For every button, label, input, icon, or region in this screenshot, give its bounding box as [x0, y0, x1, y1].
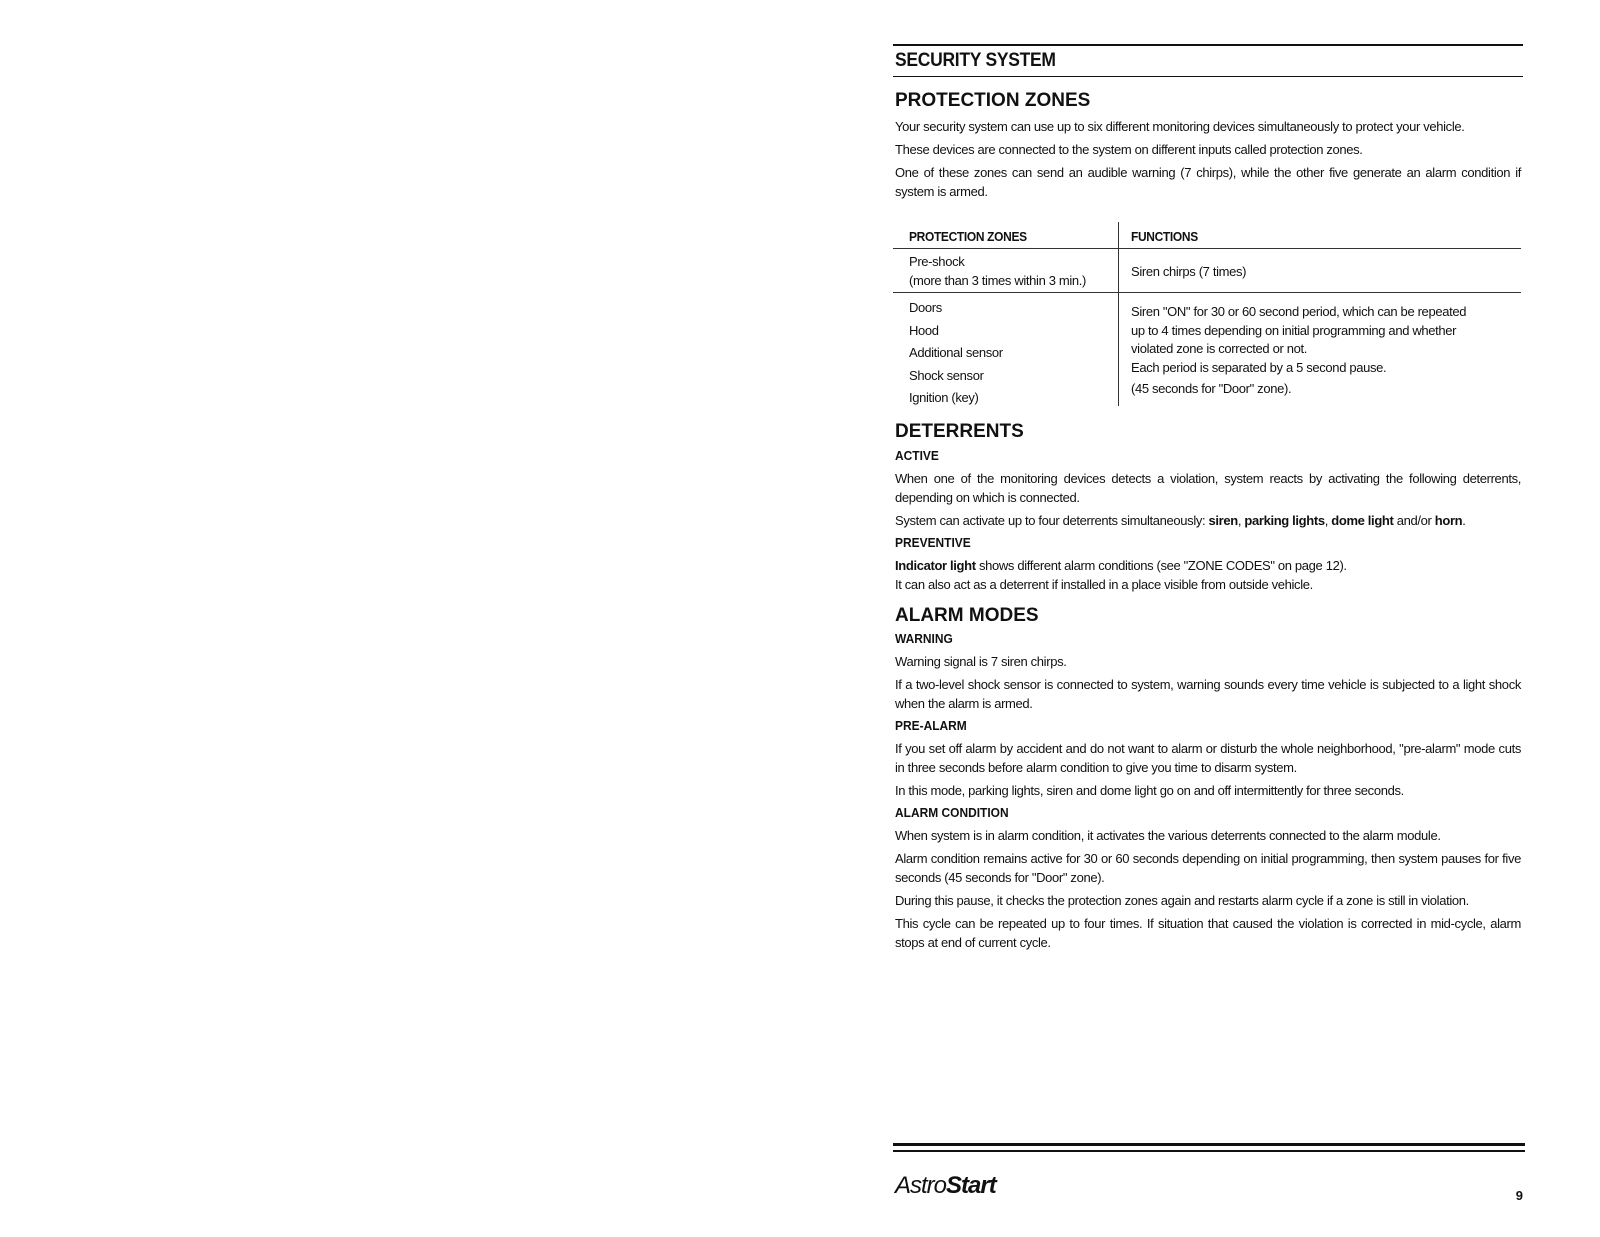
deterrents-heading: DETERRENTS: [895, 421, 1024, 442]
alarm-condition-paragraph: This cycle can be repeated up to four times. If situation that caused the violation is corrected in mid-cycle, alarm stops at end of current cycle.: [895, 916, 1521, 950]
deterrents-list-paragraph: [895, 511, 1521, 530]
deterrent-dome-light: dome light: [1331, 513, 1394, 528]
table-cell-function-text: [1131, 303, 1466, 399]
table-header-functions: FUNCTIONS: [1131, 229, 1198, 244]
footer-rule-top: [893, 1143, 1525, 1146]
text-span: shows different alarm conditions (see "ZONE CODES" on page 12).: [975, 558, 1347, 573]
preventive-paragraph: [895, 556, 1521, 575]
protection-zones-heading: PROTECTION ZONES: [895, 90, 1091, 111]
text-span: ,: [1237, 513, 1245, 528]
deterrent-siren: siren: [1208, 513, 1238, 528]
prealarm-paragraph: In this mode, parking lights, siren and dome light go on and off intermittently for three seconds.: [895, 783, 1404, 798]
table-header-zones: PROTECTION ZONES: [909, 229, 1027, 244]
zone-name: Ignition (key): [909, 390, 979, 405]
table-cell-zone-list: [909, 297, 1003, 410]
prealarm-paragraph: If you set off alarm by accident and do not want to alarm or disturb the whole neighborhood, "pre-alarm" mode cuts in three seconds before alarm condition to give you time to disarm system.: [895, 741, 1521, 775]
table-header-rule: [893, 248, 1521, 249]
text-span: .: [1462, 513, 1466, 528]
table-cell-zone: [909, 252, 1086, 290]
table-row-rule: [893, 292, 1521, 293]
header-rule-bottom: [893, 76, 1523, 77]
header-rule-top: [893, 44, 1523, 46]
text-span: System can activate up to four deterrents simultaneously:: [895, 513, 1209, 528]
logo-astro: Astro: [895, 1172, 947, 1199]
alarm-condition-paragraph: Alarm condition remains active for 30 or 60 seconds depending on initial programming, then system pauses for five seconds (45 seconds for "Door" zone).: [895, 851, 1521, 885]
zone-condition: (more than 3 times within 3 min.): [909, 273, 1087, 288]
alarm-modes-heading: ALARM MODES: [895, 605, 1039, 626]
active-subheading: ACTIVE: [895, 448, 939, 463]
function-line: Siren "ON" for 30 or 60 second period, which can be repeated: [1131, 304, 1467, 319]
manual-page: [893, 0, 1523, 1237]
warning-paragraph: If a two-level shock sensor is connected to system, warning sounds every time vehicle is subjected to a light shock when the alarm is armed.: [895, 677, 1521, 711]
table-cell-function: Siren chirps (7 times): [1131, 264, 1247, 279]
zone-name: Additional sensor: [909, 345, 1003, 360]
alarm-modes-section: [895, 605, 1521, 956]
text-span: and/or: [1393, 513, 1435, 528]
warning-subheading: WARNING: [895, 631, 953, 646]
section-title: SECURITY SYSTEM: [895, 50, 1056, 71]
warning-paragraph: Warning signal is 7 siren chirps.: [895, 654, 1067, 669]
indicator-light-term: Indicator light: [895, 558, 976, 573]
zone-name: Doors: [909, 300, 942, 315]
deterrents-paragraph: When one of the monitoring devices detects a violation, system reacts by activating the following deterrents, depending on which is connected.: [895, 471, 1521, 505]
function-line: up to 4 times depending on initial programming and whether: [1131, 322, 1457, 338]
logo-start: Start: [946, 1172, 996, 1199]
function-line: Each period is separated by a 5 second pause.: [1131, 359, 1387, 375]
zone-name: Shock sensor: [909, 367, 984, 383]
preventive-subheading: PREVENTIVE: [895, 535, 971, 550]
alarm-condition-paragraph: When system is in alarm condition, it activates the various deterrents connected to the alarm module.: [895, 828, 1441, 843]
zone-name: Pre-shock: [909, 254, 965, 269]
page-number: 9: [1515, 1188, 1523, 1203]
alarm-condition-subheading: ALARM CONDITION: [895, 805, 1009, 820]
protection-zones-paragraph: Your security system can use up to six different monitoring devices simultaneously to protect your vehicle.: [895, 119, 1465, 134]
footer-rule-bottom: [893, 1150, 1525, 1152]
protection-zones-paragraph: One of these zones can send an audible warning (7 chirps), while the other five generate an alarm condition if system is armed.: [895, 165, 1521, 199]
function-line: (45 seconds for "Door" zone).: [1131, 381, 1292, 396]
prealarm-subheading: PRE-ALARM: [895, 718, 967, 733]
protection-zones-section: [895, 90, 1521, 205]
deterrent-parking-lights: parking lights: [1244, 513, 1325, 528]
protection-zones-paragraph: These devices are connected to the system on different inputs called protection zones.: [895, 142, 1363, 157]
deterrents-section: [895, 421, 1521, 598]
alarm-condition-paragraph: During this pause, it checks the protection zones again and restarts alarm cycle if a zone is still in violation.: [895, 893, 1469, 908]
astrostart-logo: [895, 1172, 996, 1200]
zone-name: Hood: [909, 322, 939, 338]
table-column-separator: [1118, 222, 1119, 406]
deterrent-horn: horn: [1434, 513, 1463, 528]
text-span: ,: [1324, 513, 1332, 528]
function-line: violated zone is corrected or not.: [1131, 341, 1307, 356]
preventive-paragraph: It can also act as a deterrent if installed in a place visible from outside vehicle.: [895, 577, 1313, 592]
